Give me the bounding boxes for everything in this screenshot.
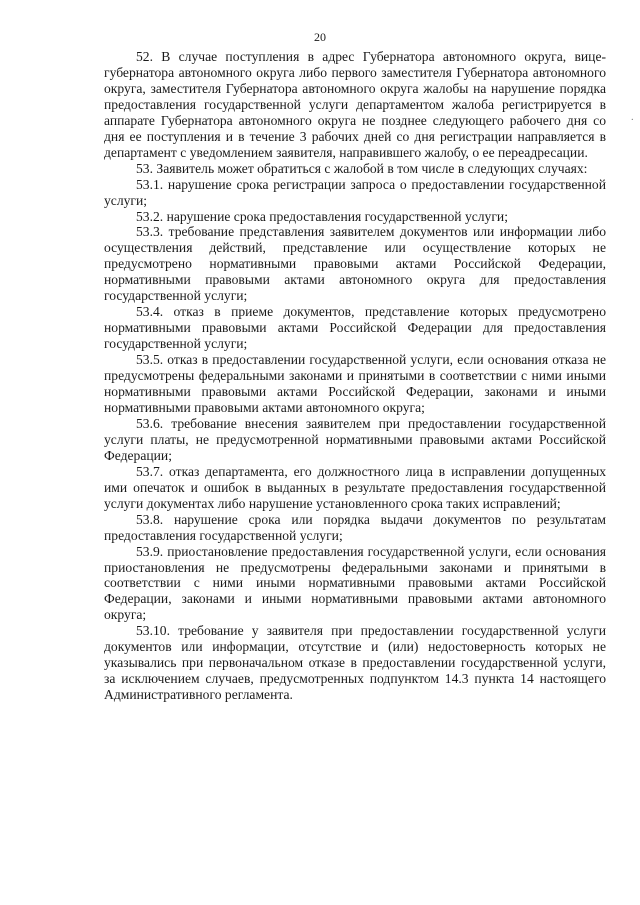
document-body <box>104 49 606 703</box>
paragraph-53-2: 53.2. нарушение срока предоставления государственной услуги; <box>136 208 508 224</box>
page-number: 20 <box>314 30 326 44</box>
paragraph-53-4: 53.4. отказ в приеме документов, представление которых предусмотрено нормативными правовыми актами Российской Федерации для предоставления государственной услуги; <box>104 304 606 352</box>
paragraph-53-3: 53.3. требование представления заявителем документов или информации либо осуществления действий, представление или осуществление которых не предусмотрено нормативными правовыми актами Российской Федерации, нормативными правовыми актами автономного округа для предоставления государственной услуги; <box>104 224 606 304</box>
paragraph-53-5: 53.5. отказ в предоставлении государственной услуги, если основания отказа не предусмотрены федеральными законами и принятыми в соответствии с ними иными нормативными правовыми актами Российской Федерации, законами и иными нормативными правовыми актами автономного округа; <box>104 352 606 415</box>
scan-margin-mark: · <box>630 115 634 126</box>
paragraph-53-8: 53.8. нарушение срока или порядка выдачи документов по результатам предоставления государственной услуги; <box>104 511 606 543</box>
paragraph-53-10: 53.10. требование у заявителя при предоставлении государственной услуги документов или информации, отсутствие и (или) недостоверность которых не указывались при первоначальном отказе в предоставлении государственной услуги, за исключением случаев, предусмотренных подпунктом 14.3 пункта 14 настоящего Административного регламента. <box>104 623 606 703</box>
paragraph-53: 53. Заявитель может обратиться с жалобой в том числе в следующих случаях: <box>136 160 588 176</box>
paragraph-53-9: 53.9. приостановление предоставления государственной услуги, если основания приостановления не предусмотрены федеральными законами и принятыми в соответствии с ними иными нормативными правовыми актами Российской Федерации, законами и иными нормативными правовыми актами автономного округа; <box>104 543 606 623</box>
paragraph-53-7: 53.7. отказ департамента, его должностного лица в исправлении допущенных ими опечаток и ошибок в выданных в результате предоставления государственной услуги документах либо нарушение установленного срока таких исправлений; <box>104 463 606 511</box>
paragraph-53-1: 53.1. нарушение срока регистрации запроса о предоставлении государственной услуги; <box>104 176 606 208</box>
paragraph-53-6: 53.6. требование внесения заявителем при предоставлении государственной услуги платы, не предусмотренной нормативными правовыми актами Российской Федерации; <box>104 415 606 463</box>
paragraph-52: 52. В случае поступления в адрес Губернатора автономного округа, вице-губернатора автономного округа либо первого заместителя Губернатора автономного округа, заместителя Губернатора автономного округа жалобы на нарушение порядка предоставления государственной услуги департаментом жалоба регистрируется в аппарате Губернатора автономного округа не позднее следующего рабочего дня со дня ее поступления и в течение 3 рабочих дней со дня регистрации направляется в департамент с уведомлением заявителя, направившего жалобу, о ее переадресации. <box>104 49 606 160</box>
